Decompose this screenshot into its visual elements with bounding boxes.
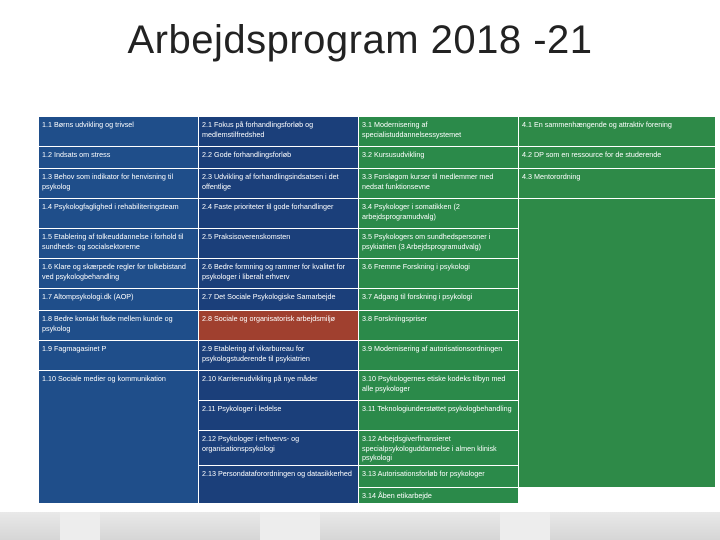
table-cell: 1.8 Bedre kontakt flade mellem kunde og psykolog (39, 311, 199, 341)
work-program-table (38, 82, 716, 504)
slide-title: Arbejdsprogram 2018 -21 (127, 18, 593, 62)
column-header: 2. Psykologerne skal have et godt arbejdsliv (199, 83, 359, 117)
footer-stripe (60, 512, 100, 540)
table-cell: 1.5 Etablering af tolkeuddannelse i forhold til sundheds- og socialsektorerne (39, 229, 199, 259)
table-cell: 2.9 Etablering af vikarbureau for psykologstuderende til psykiatrien (199, 341, 359, 371)
table-cell: 2.8 Sociale og organisatorisk arbejdsmiljø (199, 311, 359, 341)
table-cell: 3.11 Teknologiunderstøttet psykologbehandling (359, 401, 519, 431)
table-cell: 2.13 Persondataforordningen og datasikkerhed (199, 465, 359, 503)
column-header: 4. Foreningsfællesskabet skal gøre psykologerne stærkere (519, 83, 716, 117)
table-cell: 2.12 Psykologer i erhvervs- og organisationspsykologi (199, 431, 359, 466)
footer-band (0, 512, 720, 540)
footer-stripe (500, 512, 550, 540)
header-row (39, 83, 716, 117)
table-cell: 3.7 Adgang til forskning i psykologi (359, 289, 519, 311)
table-cell: 3.1 Modernisering af specialistuddannelsessystemet (359, 117, 519, 147)
table-cell: 1.2 Indsats om stress (39, 147, 199, 169)
table-cell: 1.7 Altompsykologi.dk (AOP) (39, 289, 199, 311)
table-cell: 1.1 Børns udvikling og trivsel (39, 117, 199, 147)
table-row (39, 169, 716, 199)
table-cell-empty (519, 199, 716, 488)
table-cell: 2.10 Karriereudvikling på nye måder (199, 371, 359, 401)
table-cell: 2.5 Praksisoverenskomsten (199, 229, 359, 259)
table-cell: 2.2 Gode forhandlingsforløb (199, 147, 359, 169)
table-cell: 4.3 Mentorordning (519, 169, 716, 199)
table-cell: 3.14 Åben etikarbejde (359, 487, 519, 503)
table-row (39, 199, 716, 229)
table-cell: 1.10 Sociale medier og kommunikation (39, 371, 199, 504)
table-cell: 2.7 Det Sociale Psykologiske Samarbejde (199, 289, 359, 311)
table-row (39, 147, 716, 169)
table-cell: 2.11 Psykologer i ledelse (199, 401, 359, 431)
footer-stripe (260, 512, 320, 540)
table-cell: 2.4 Faste prioriteter til gode forhandlinger (199, 199, 359, 229)
table-cell: 2.1 Fokus på forhandlingsforløb og medlemstilfredshed (199, 117, 359, 147)
table-cell: 3.2 Kursusudvikling (359, 147, 519, 169)
table-cell: 3.4 Psykologer i somatikken (2 arbejdsprogramudvalg) (359, 199, 519, 229)
table-cell: 1.6 Klare og skærpede regler for tolkebistand ved psykologbehandling (39, 259, 199, 289)
table-cell: 3.5 Psykologers om sundhedspersoner i psykiatrien (3 Arbejdsprogramudvalg) (359, 229, 519, 259)
table-cell: 4.2 DP som en ressource for de studerende (519, 147, 716, 169)
table-cell: 1.4 Psykologfaglighed i rehabiliteringsteam (39, 199, 199, 229)
column-header: 3. Forskning og uddannelse skal udvikle psykologernes praksis (359, 83, 519, 117)
column-header: 1. Psykologien skal bruges til gavn for borgere og samfund (39, 83, 199, 117)
table-cell: 3.6 Fremme Forskning i psykologi (359, 259, 519, 289)
table-cell: 3.8 Forskningspriser (359, 311, 519, 341)
table-cell: 1.3 Behov som indikator for henvisning til psykolog (39, 169, 199, 199)
table-cell: 3.13 Autorisationsforløb for psykologer (359, 465, 519, 487)
table-cell: 3.9 Modernisering af autorisationsordningen (359, 341, 519, 371)
table-cell: 1.9 Fagmagasinet P (39, 341, 199, 371)
table-cell: 3.10 Psykologernes etiske kodeks tilbyn med alle psykologer (359, 371, 519, 401)
table-cell: 3.12 Arbejdsgiverfinansieret specialpsykologuddannelse i almen klinisk psykologi (359, 431, 519, 466)
table-cell: 4.1 En sammenhængende og attraktiv forening (519, 117, 716, 147)
table-cell: 2.6 Bedre formning og rammer for kvalitet for psykologer i liberalt erhverv (199, 259, 359, 289)
table-row (39, 117, 716, 147)
table-cell: 3.3 Forsløgom kurser til medlemmer med nedsat funktionsevne (359, 169, 519, 199)
table-cell: 2.3 Udvikling af forhandlingsindsatsen i det offentlige (199, 169, 359, 199)
